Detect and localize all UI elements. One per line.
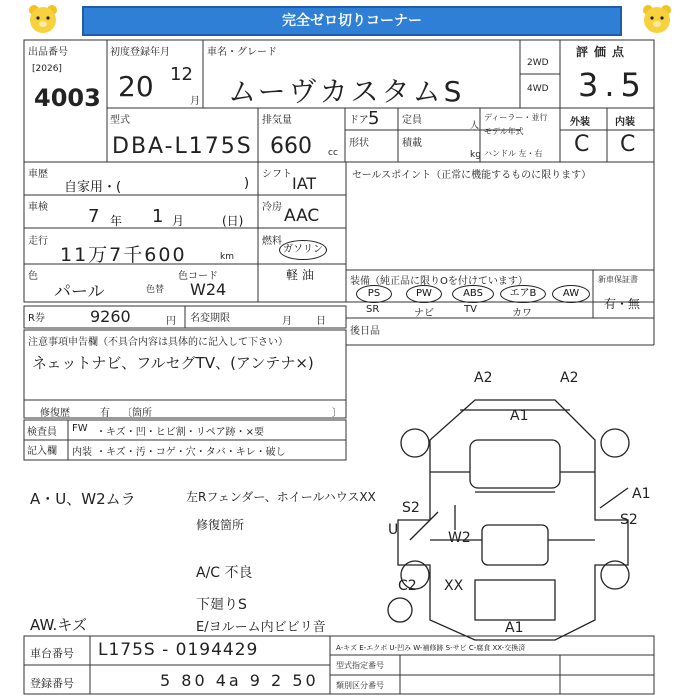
warranty-value: 有・無 <box>604 297 641 311</box>
shape-label: 形状 <box>349 138 369 149</box>
first-reg-year: 20 <box>118 70 154 103</box>
equipment-aw: AW <box>552 285 590 303</box>
aircon-value: AAC <box>284 206 320 226</box>
score-label: 評価点 <box>576 45 631 59</box>
mileage-unit: km <box>220 252 234 262</box>
equipment-airbag: エアB <box>500 285 546 303</box>
equipment-sr: SR <box>366 304 380 315</box>
registration-value: 5 80 4a 9 2 50 <box>160 671 319 690</box>
color-value: パール <box>54 282 105 302</box>
history-label: 車歴 <box>28 169 48 180</box>
model-year-label: モデル年式 <box>484 127 524 136</box>
history-value: 自家用・( <box>64 180 122 195</box>
notes-value: ネェットナビ、フルセグTV、(アンテナ×) <box>32 354 314 372</box>
registration-label: 登録番号 <box>30 677 74 690</box>
inspection-year-unit: 年 <box>110 214 123 228</box>
dealer-label: ディーラー・並行 <box>484 113 548 122</box>
notes-label: 注意事項申告欄（不具合内容は具体的に記入して下さい） <box>28 337 288 348</box>
equipment-ps: PS <box>356 285 392 303</box>
lot-number: 4003 <box>34 84 101 112</box>
lot-label: 出品番号 <box>28 47 68 58</box>
rear-seat-label: 後日品 <box>350 326 380 337</box>
mileage-value: 11万7千600 <box>60 244 187 266</box>
inspector-fw-items: ・キズ・凹・ヒビ割・リペア跡・×要 <box>96 427 264 438</box>
doors-value: 5 <box>368 108 380 129</box>
recycle-value: 9260 <box>90 307 131 326</box>
month-unit: 月 <box>190 96 200 107</box>
repair-close: 〕 <box>332 408 342 419</box>
color-tone-label: 色替 <box>146 285 165 295</box>
load-label: 積載 <box>402 138 422 149</box>
name-change-label: 名変期限 <box>190 313 230 324</box>
warranty-label: 新車保証書 <box>598 275 638 284</box>
kg-unit: kg <box>470 150 481 160</box>
equipment-abs: ABS <box>452 285 494 303</box>
inspection-month-unit: 月 <box>172 214 185 228</box>
recycle-label: R券 <box>28 313 45 324</box>
inspector-note-right3: A/C 不良 <box>196 565 253 581</box>
diagram-mark: W2 <box>448 530 471 546</box>
inspector-interior: 内装 <box>72 447 92 458</box>
diagram-mark: C2 <box>398 578 417 594</box>
fuel-label: 燃料 <box>262 236 282 247</box>
mileage-label: 走行 <box>28 236 48 247</box>
interior-label: 内装 <box>615 117 635 128</box>
diagram-mark: U <box>388 522 399 538</box>
equipment-label: 装備（純正品に限りOを付けています） <box>350 276 528 287</box>
inspection-day-unit: (日) <box>222 214 244 228</box>
repair-label: 修復歴 <box>40 408 70 419</box>
class-label: 類別区分番号 <box>336 681 384 690</box>
displacement-label: 排気量 <box>262 115 292 126</box>
inspector-label-1: 検査員 <box>27 427 57 438</box>
history-close: ) <box>244 176 250 191</box>
drive-4wd: 4WD <box>527 84 549 94</box>
chassis-value: L175S - 0194429 <box>98 640 259 660</box>
diagram-mark: A2 <box>474 370 493 386</box>
inspector-label-2: 記入欄 <box>27 446 57 457</box>
inspection-month: 1 <box>152 206 164 227</box>
shape-code-label: 型式指定番号 <box>336 661 384 670</box>
diagram-mark: A1 <box>632 486 651 502</box>
doors-label: ドア <box>349 115 369 126</box>
first-reg-month: 12 <box>170 64 193 85</box>
capacity-label: 定員 <box>402 115 422 126</box>
inspector-note-right2: 修復箇所 <box>196 518 245 532</box>
chassis-label: 車台番号 <box>30 647 74 660</box>
shift-value: IAT <box>292 174 317 193</box>
type-value: DBA-L175S <box>112 134 253 159</box>
exterior-label: 外装 <box>570 117 590 128</box>
inspector-note-right4: 下廻りS <box>196 597 247 613</box>
first-reg-label: 初度登録年月 <box>110 47 170 58</box>
displacement-value: 660 <box>270 134 312 159</box>
inspector-interior-items: ・キズ・汚・コゲ・穴・タバ・キレ・破し <box>96 447 286 458</box>
handle-label: ハンドル 左・右 <box>484 149 543 158</box>
diagram-mark: A1 <box>505 620 524 636</box>
inspection-year: 7 <box>88 206 100 227</box>
repair-has: 有 <box>100 408 110 419</box>
color-code-label: 色コード <box>178 271 218 282</box>
inspector-fw: FW <box>72 423 88 434</box>
banner-title: 完全ゼロ切りコーナー <box>82 6 622 36</box>
model-label: 車名・グレード <box>207 47 277 58</box>
equipment-tv: TV <box>464 304 477 315</box>
diagram-mark: A1 <box>510 408 529 424</box>
diagram-mark: S2 <box>620 512 638 528</box>
score-value: 3.5 <box>578 66 647 104</box>
color-code-value: W24 <box>190 280 227 299</box>
repair-place: 〔箇所 <box>122 408 152 419</box>
drive-2wd: 2WD <box>527 58 549 68</box>
interior-value: C <box>620 132 636 157</box>
name-change-unit: 月日 <box>282 316 350 327</box>
diagram-mark: A2 <box>560 370 579 386</box>
sales-point-label: セールスポイント（正常に機能するものに限ります） <box>352 170 592 181</box>
inspection-label: 車検 <box>28 202 48 213</box>
fuel-diesel: 軽 油 <box>286 268 314 282</box>
fuel-gasoline: ガソリン <box>279 240 327 260</box>
inspector-note-right1: 左Rフェンダー、ホイールハウスXX <box>186 490 376 504</box>
shift-label: シフト <box>262 169 292 180</box>
model-value: ムーヴカスタムS <box>228 75 465 108</box>
inspector-note-right5: E/ヨルーム内ビビリ音 <box>196 620 326 635</box>
inspector-note-left2: AW.キズ <box>30 616 88 634</box>
inspector-note-left1: A・U、W2ムラ <box>30 490 136 508</box>
recycle-unit: 円 <box>166 316 176 327</box>
person-unit: 人 <box>470 121 480 131</box>
lot-year: [2026] <box>32 64 62 74</box>
diagram-mark: XX <box>444 578 464 594</box>
exterior-value: C <box>574 132 590 157</box>
aircon-label: 冷房 <box>262 202 282 213</box>
type-label: 型式 <box>110 115 130 126</box>
diagram-mark: S2 <box>402 500 420 516</box>
equipment-leather: カワ <box>512 308 532 319</box>
cc-unit: cc <box>328 148 338 158</box>
equipment-pw: PW <box>406 285 442 303</box>
equipment-navi: ナビ <box>414 308 434 319</box>
legend-text: A-キズ E-エクボ U-凹み W-補修跡 S-サビ C-腐食 XX-交換済 <box>336 644 526 652</box>
color-label: 色 <box>28 271 38 282</box>
